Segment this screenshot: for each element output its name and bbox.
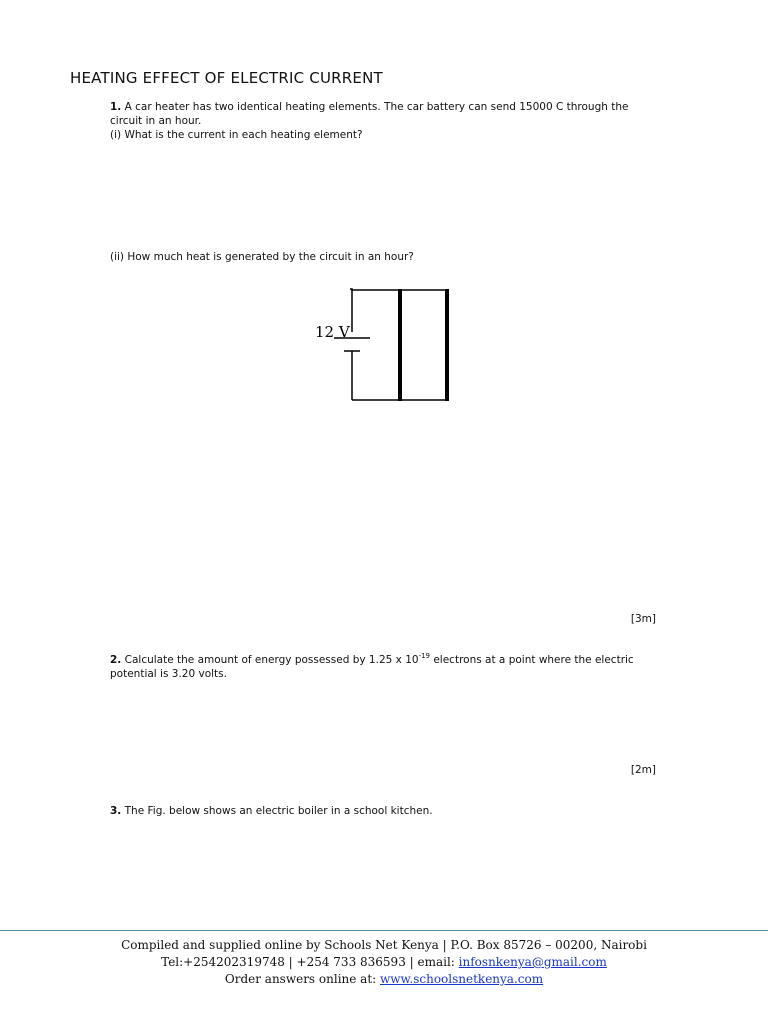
page-title: HEATING EFFECT OF ELECTRIC CURRENT <box>70 69 383 87</box>
question-2 <box>110 653 640 681</box>
circuit-diagram <box>300 280 460 410</box>
circuit-wire-top <box>350 289 400 290</box>
footer-website-link[interactable]: www.schoolsnetkenya.com <box>380 972 544 986</box>
question-1-text-line1: A car heater has two identical heating elements. The car battery can send 15000 C through the <box>124 101 629 113</box>
question-2-text-line2: potential is 3.20 volts. <box>110 668 227 680</box>
footer-line-2 <box>0 954 768 971</box>
question-1-number: 1. <box>110 101 122 113</box>
footer-divider <box>0 930 768 931</box>
question-2-marks: [2m] <box>630 764 656 776</box>
question-2-exponent: -19 <box>418 652 430 660</box>
footer-line-1: Compiled and supplied online by Schools Net Kenya | P.O. Box 85726 – 00200, Nairobi <box>121 938 647 952</box>
question-1-part-i: (i) What is the current in each heating element? <box>110 129 363 141</box>
footer-email-link[interactable]: infosnkenya@gmail.com <box>458 955 607 969</box>
question-1-marks: [3m] <box>630 613 656 625</box>
question-1-text-line2: circuit in an hour. <box>110 115 202 127</box>
question-2-text-a: Calculate the amount of energy possessed by 1.25 x 10 <box>124 654 419 666</box>
question-3-number: 3. <box>110 805 122 817</box>
footer-contact: Tel:+254202319748 | +254 733 836593 | email: <box>161 955 459 969</box>
question-3 <box>110 804 640 818</box>
footer-order-text: Order answers online at: <box>224 972 381 986</box>
question-1-part-ii: (ii) How much heat is generated by the circuit in an hour? <box>110 251 414 263</box>
question-2-text-b: electrons at a point where the electric <box>430 654 634 666</box>
question-2-number: 2. <box>110 654 122 666</box>
question-1 <box>110 100 640 142</box>
question-3-text: The Fig. below shows an electric boiler in a school kitchen. <box>124 805 433 817</box>
footer-line-3 <box>0 971 768 988</box>
battery-voltage-label: 12 V <box>315 323 350 341</box>
